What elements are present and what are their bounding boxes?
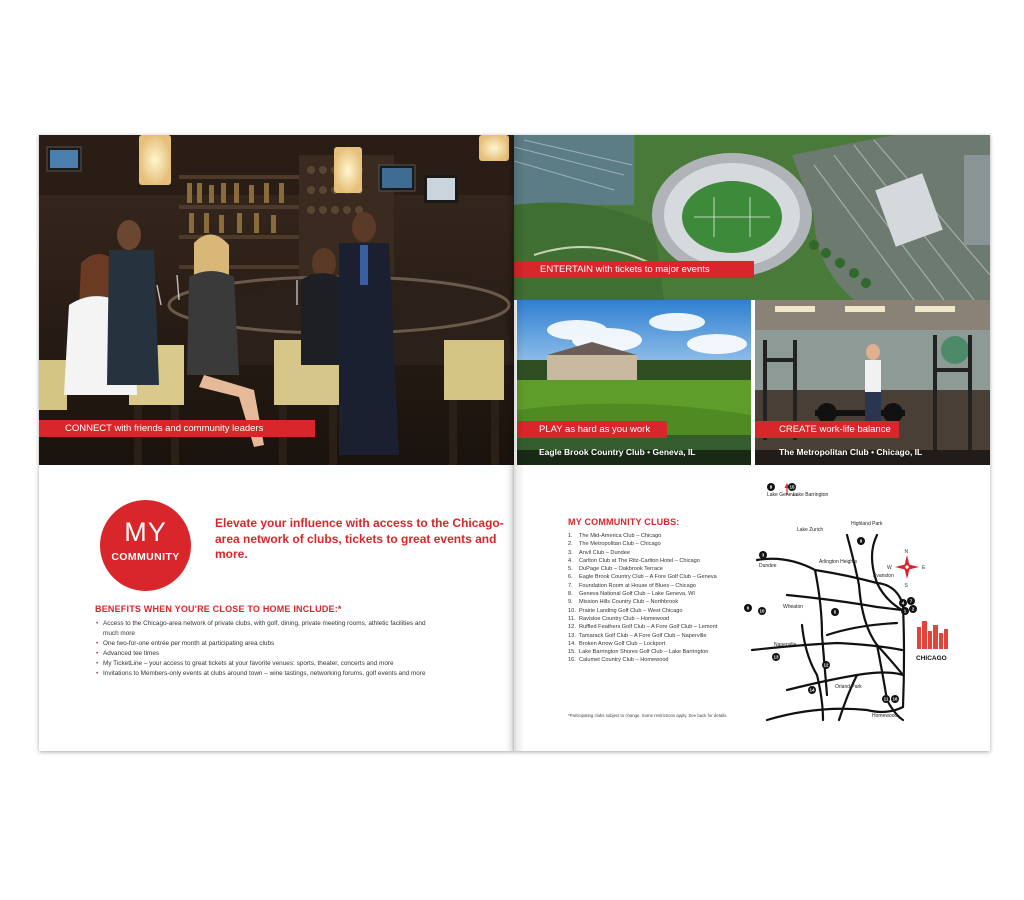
svg-text:N: N <box>904 549 909 555</box>
clubs-list <box>568 532 717 665</box>
list-item: 6. Eagle Brook Country Club – A Fore Golf Club – Geneva <box>568 574 717 581</box>
list-item: 13. Tamarack Golf Club – A Fore Golf Club – Naperville <box>568 632 707 639</box>
svg-text:Lake Geneva: Lake Geneva <box>767 492 797 498</box>
svg-text:Naperville: Naperville <box>774 642 797 648</box>
map-marker <box>772 653 780 661</box>
list-item: 7. Foundation Room at House of Blues – Chicago <box>568 582 696 589</box>
map-marker <box>744 604 752 612</box>
map-marker <box>909 605 917 613</box>
connect-banner-text: CONNECT with friends and community leaders <box>65 423 264 434</box>
list-item: 11. Ravisloe Country Club – Homewood <box>568 615 670 622</box>
map-marker <box>831 608 839 616</box>
list-item: • One two-for-one entrée per month at participating area clubs <box>96 639 426 649</box>
svg-text:11: 11 <box>883 696 889 702</box>
my-community-badge <box>100 500 191 591</box>
list-item: 10. Prairie Landing Golf Club – West Chicago <box>568 607 683 614</box>
map-marker <box>882 695 890 703</box>
compass-icon <box>887 549 926 589</box>
svg-text:Lake Barrington: Lake Barrington <box>793 492 829 498</box>
headline: Elevate your influence with access to the Chicago-area network of clubs, tickets to great events and more. <box>215 516 504 561</box>
map-marker <box>899 599 907 607</box>
svg-text:9: 9 <box>859 538 863 544</box>
svg-text:12: 12 <box>823 662 829 668</box>
svg-text:Orland Park: Orland Park <box>835 684 862 690</box>
svg-text:2: 2 <box>911 606 915 612</box>
map-marker <box>758 607 766 615</box>
badge-community-text: COMMUNITY <box>111 551 180 563</box>
list-item: 12. Ruffled Feathers Golf Club – A Fore Golf Club – Lemont <box>568 624 718 631</box>
map-marker <box>767 483 775 491</box>
list-item: 15. Lake Barrington Shores Golf Club – Lake Barrington <box>568 649 709 656</box>
svg-text:Evanston: Evanston <box>873 573 894 579</box>
list-item: 16. Calumet Country Club – Homewood <box>568 657 669 664</box>
list-item: • My TicketLine – your access to great tickets at your favorite venues: sports, theater, concerts and more <box>96 659 426 669</box>
list-item: 9. Mission Hills Country Club – Northbrook <box>568 599 679 606</box>
list-item: 4. Carlton Club at The Ritz-Carlton Hotel – Chicago <box>568 557 700 564</box>
connect-banner <box>39 420 315 437</box>
bar-photo <box>39 135 514 465</box>
map-marker <box>822 661 830 669</box>
svg-text:Arlington Heights: Arlington Heights <box>819 559 858 565</box>
entertain-banner-text: ENTERTAIN with tickets to major events <box>540 264 710 275</box>
svg-text:8: 8 <box>769 484 773 490</box>
entertain-banner <box>514 261 754 278</box>
list-item: 14. Broken Arrow Golf Club – Lockport <box>568 640 666 647</box>
svg-text:Homewood: Homewood <box>872 713 898 719</box>
svg-text:13: 13 <box>773 654 779 660</box>
svg-text:6: 6 <box>746 605 750 611</box>
svg-text:Dundee: Dundee <box>759 563 777 569</box>
benefits-title: BENEFITS WHEN YOU'RE CLOSE TO HOME INCLUDE:* <box>95 604 342 614</box>
map-marker <box>857 537 865 545</box>
footnote: *Participating clubs subject to change. Some restrictions apply. See back for details. <box>568 713 728 718</box>
svg-text:10: 10 <box>759 608 765 614</box>
benefits-list <box>96 619 426 679</box>
svg-text:S: S <box>904 583 908 589</box>
play-caption: Eagle Brook Country Club • Geneva, IL <box>539 447 696 457</box>
svg-text:14: 14 <box>809 687 815 693</box>
golf-photo <box>517 300 751 465</box>
svg-text:4: 4 <box>901 600 905 606</box>
svg-text:W: W <box>887 565 892 571</box>
badge-my-text: MY <box>124 517 167 547</box>
svg-text:Highland Park: Highland Park <box>851 521 883 527</box>
chicago-label: CHICAGO <box>916 655 947 662</box>
svg-text:1: 1 <box>903 608 907 614</box>
list-item: 3. Anvil Club – Dundee <box>568 549 630 556</box>
play-banner <box>517 421 667 438</box>
svg-text:Wheaton: Wheaton <box>783 604 804 610</box>
list-item: • Invitations to Members-only events at clubs around town – wine tastings, networking forums, golf events and more <box>96 669 426 679</box>
list-item: • Access to the Chicago-area network of private clubs, with golf, dining, private meeting rooms, athletic facilities and much more <box>96 619 426 639</box>
create-banner <box>755 421 899 438</box>
list-item: • Advanced tee times <box>96 649 426 659</box>
create-caption: The Metropolitan Club • Chicago, IL <box>779 447 923 457</box>
create-banner-text: CREATE work-life balance <box>779 424 891 435</box>
map-marker <box>759 551 767 559</box>
gym-photo <box>755 300 990 465</box>
list-item: 5. DuPage Club – Oakbrook Terrace <box>568 566 663 573</box>
map-marker <box>788 483 796 491</box>
map-marker <box>808 686 816 694</box>
area-map <box>727 475 990 735</box>
svg-text:E: E <box>922 565 926 571</box>
map-marker <box>907 597 915 605</box>
svg-text:15: 15 <box>789 484 795 490</box>
svg-text:7: 7 <box>909 598 913 604</box>
right-page <box>514 135 990 751</box>
svg-text:Lake Zurich: Lake Zurich <box>797 527 824 533</box>
svg-text:3: 3 <box>761 552 765 558</box>
map-marker <box>901 607 909 615</box>
list-item: 8. Geneva National Golf Club – Lake Geneva, WI <box>568 591 695 598</box>
play-banner-text: PLAY as hard as you work <box>539 424 651 435</box>
clubs-title: MY COMMUNITY CLUBS: <box>568 517 680 527</box>
list-item: 2. The Metropolitan Club – Chicago <box>568 541 661 548</box>
list-item: 1. The Mid-America Club – Chicago <box>568 533 662 539</box>
svg-text:16: 16 <box>892 696 898 702</box>
left-page <box>39 135 514 751</box>
svg-text:5: 5 <box>833 609 837 615</box>
map-marker <box>891 695 899 703</box>
